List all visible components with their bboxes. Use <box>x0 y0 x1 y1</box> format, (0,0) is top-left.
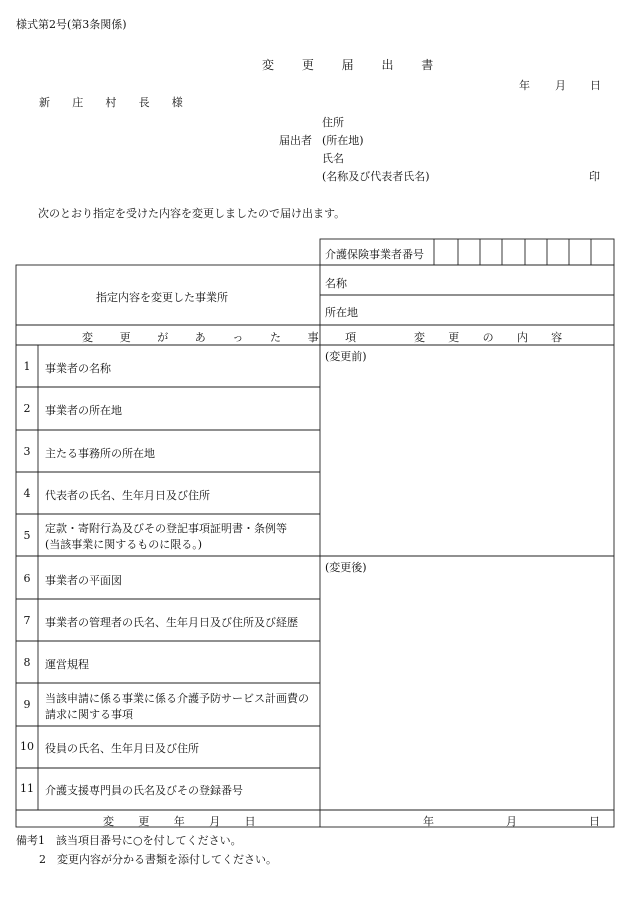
item-number: 1 <box>23 360 31 373</box>
item-number: 11 <box>20 782 34 795</box>
item-label: 介護支援専門員の氏名及びその登録番号 <box>45 784 243 797</box>
item-label: 事業者の平面図 <box>45 574 122 587</box>
item-label-sub: 請求に関する事項 <box>45 708 133 721</box>
date-year: 年 <box>519 79 530 92</box>
item-label: 当該申請に係る事業に係る介護予防サービス計画費の <box>45 692 309 705</box>
note-2: 2 変更内容が分かる書類を添付してください。 <box>39 853 277 866</box>
change-date-month: 月 <box>506 815 517 828</box>
change-date-label: 変 更 年 月 日 <box>103 815 267 828</box>
address-label: 住所 <box>322 116 344 129</box>
name-sub-label: (名称及び代表者氏名) <box>322 170 430 183</box>
date-month: 月 <box>555 79 566 92</box>
date-day: 日 <box>590 79 601 92</box>
item-number: 6 <box>23 572 31 585</box>
name-label: 氏名 <box>322 152 344 165</box>
office-location-label: 所在地 <box>325 306 358 319</box>
item-label: 主たる事務所の所在地 <box>45 447 155 460</box>
change-content-header: 変 更 の 内 容 <box>414 331 573 344</box>
form-number: 様式第2号(第3条関係) <box>16 18 127 31</box>
item-label: 事業者の所在地 <box>45 404 122 417</box>
item-label-sub: (当該事業に関するものに限る。) <box>45 538 203 551</box>
changed-office-label: 指定内容を変更した事業所 <box>96 291 228 304</box>
item-number: 7 <box>23 614 31 627</box>
changed-items-header: 変 更 が あ っ た 事 項 <box>82 331 368 344</box>
item-number: 9 <box>23 698 31 711</box>
seal-mark: 印 <box>589 170 600 183</box>
item-label: 事業者の管理者の氏名、生年月日及び住所及び経歴 <box>45 616 298 629</box>
before-label: (変更前) <box>325 350 367 363</box>
after-label: (変更後) <box>325 561 367 574</box>
item-label: 事業者の名称 <box>45 362 111 375</box>
insurer-number-label: 介護保険事業者番号 <box>325 248 424 261</box>
item-number: 8 <box>23 656 31 669</box>
item-label: 定款・寄附行為及びその登記事項証明書・条例等 <box>45 522 287 535</box>
item-label: 代表者の氏名、生年月日及び住所 <box>45 489 210 502</box>
note-1: 備考1 該当項目番号に○を付してください。 <box>16 834 242 847</box>
intro-text: 次のとおり指定を受けた内容を変更しましたので届け出ます。 <box>38 207 346 220</box>
change-date-day: 日 <box>589 815 600 828</box>
item-label: 運営規程 <box>45 658 89 671</box>
applicant-label: 届出者 <box>279 134 312 147</box>
item-number: 5 <box>23 529 31 542</box>
item-number: 4 <box>23 487 31 500</box>
change-date-year: 年 <box>423 815 434 828</box>
recipient: 新 庄 村 長 様 <box>39 96 193 109</box>
item-label: 役員の氏名、生年月日及び住所 <box>45 742 199 755</box>
item-number: 3 <box>23 445 31 458</box>
item-number: 10 <box>20 740 34 753</box>
item-number: 2 <box>23 402 31 415</box>
office-name-label: 名称 <box>325 277 347 290</box>
document-title: 変 更 届 出 書 <box>262 58 446 72</box>
location-label: (所在地) <box>322 134 364 147</box>
